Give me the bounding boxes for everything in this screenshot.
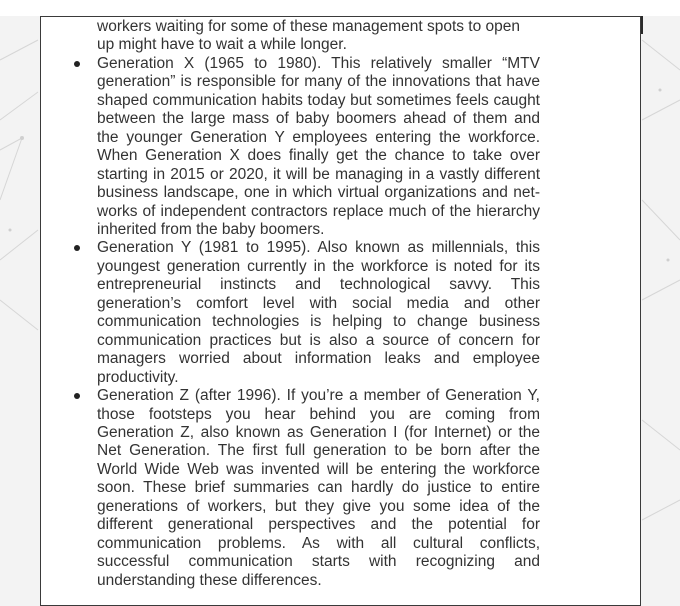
list-item — [97, 55, 540, 240]
list-item — [97, 387, 540, 590]
bullet-icon — [74, 61, 80, 67]
page-edge-marker — [641, 16, 643, 34]
list-item-text: Generation Z (after 1996). If you’re a member of Generation Y, those footsteps you hear behind you are coming from Generation Z, also known as Generation I (for Internet) or the Net Generation. The first full generation to be born after the World Wide Web was invented will be entering the workforce soon. These brief summaries can hardly do justice to entire generations of workers, but they give you some idea of the different generational perspectives and the potential for communication problems. As with all cultural conflicts, successful communication starts with recognizing and understanding these differences. — [97, 387, 540, 589]
document-body — [97, 18, 540, 590]
list-item-text: Generation X (1965 to 1980). This relatively smaller “MTV generation” is responsible for many of the innovations that have shaped communication habits today but sometimes feels caught between the large mass of baby boomers ahead of them and the younger Generation Y employees entering the workforce. When Generation X does finally get the chance to take over starting in 2015 or 2020, it will be managing in a vastly different business landscape, one in which virtual organizations and net- works of independent contractors replace much of the hierarchy inherited from the baby boomers. — [97, 54, 540, 238]
lead-paragraph: workers waiting for some of these management spots to open up might have to wait a while longer. — [97, 18, 521, 54]
generation-list — [97, 55, 540, 590]
list-item — [97, 239, 540, 387]
bullet-icon — [74, 393, 80, 399]
document-page — [40, 16, 641, 606]
list-item-text: Generation Y (1981 to 1995). Also known as millennials, this youngest generation currently in the workforce is noted for its entrepreneurial instincts and technological savvy. This generation’s comfort level with social media and other communication technologies is helping to change business communication practices but is also a source of concern for managers worried about information leaks and employee productivity. — [97, 239, 540, 386]
bullet-icon — [74, 245, 80, 251]
top-band — [0, 0, 680, 16]
